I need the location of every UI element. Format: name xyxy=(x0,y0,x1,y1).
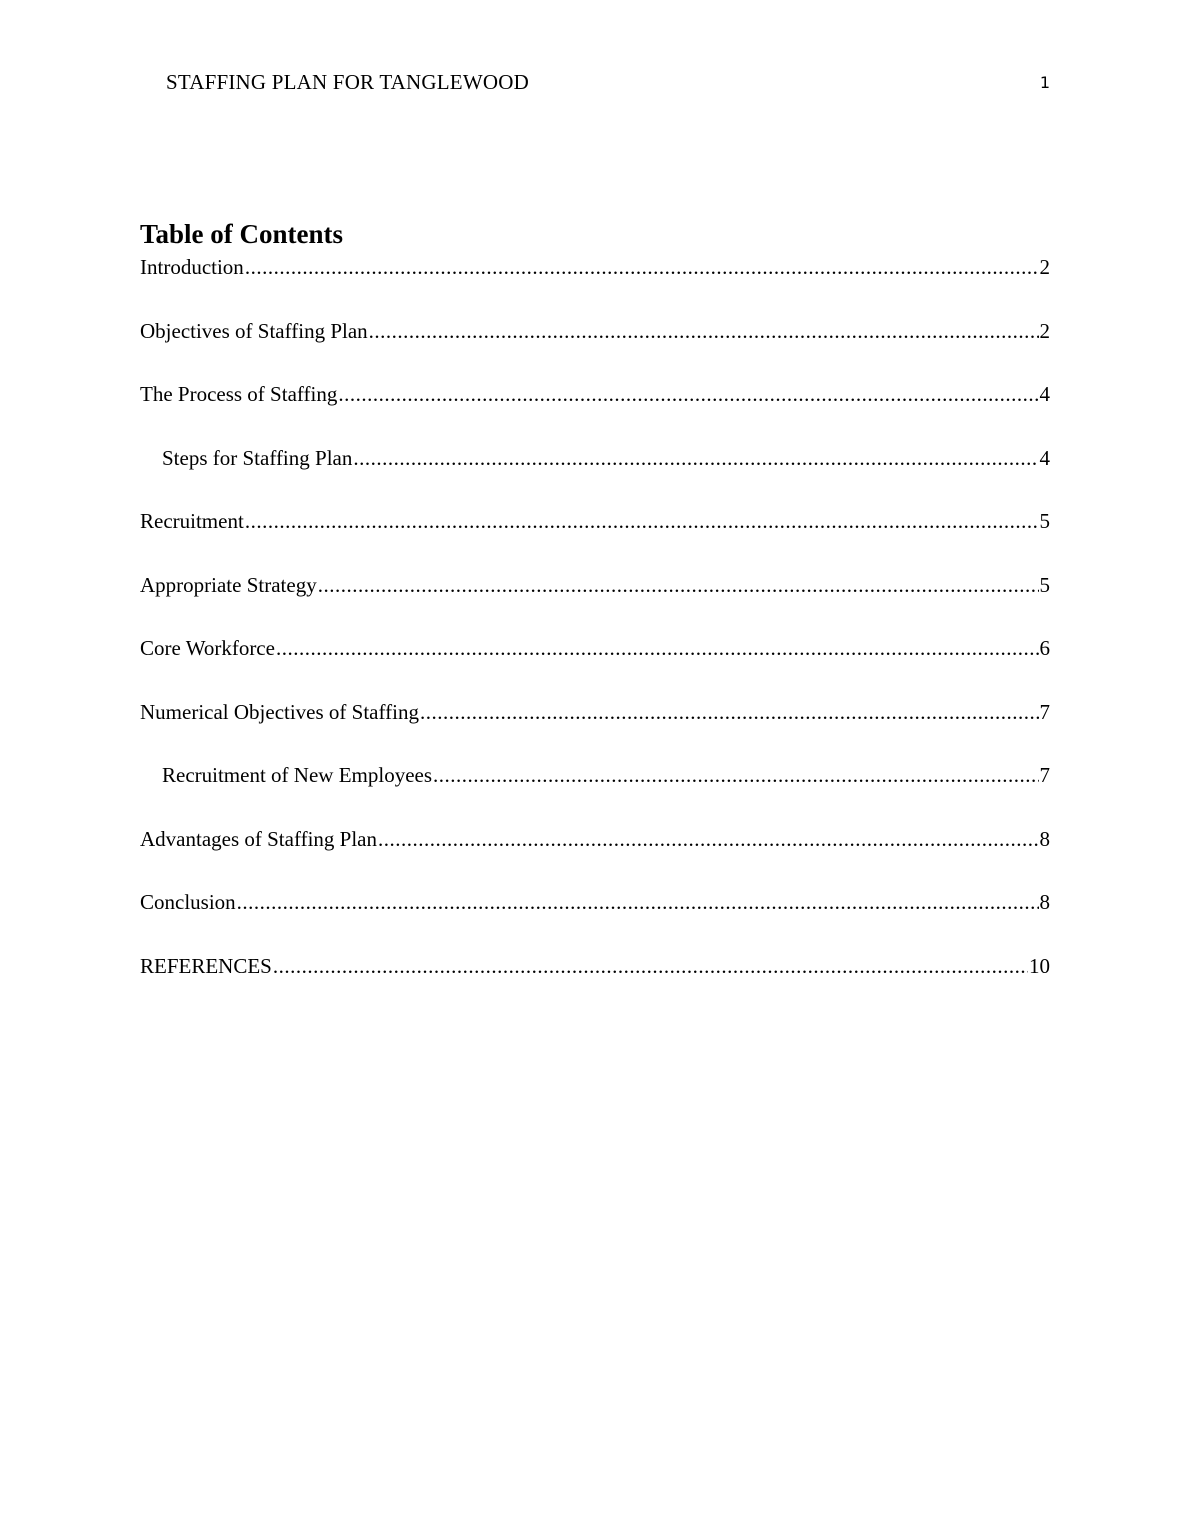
toc-entry-text: Recruitment of New Employees xyxy=(162,763,433,787)
toc-entry-references[interactable] xyxy=(140,950,1050,1014)
toc-entry-page: 8 xyxy=(1039,826,1050,851)
toc-entry-objectives-of-staffing-plan[interactable] xyxy=(140,315,1050,379)
toc-list xyxy=(140,251,1050,1013)
toc-entry-appropriate-strategy[interactable] xyxy=(140,569,1050,633)
toc-entry-text: Numerical Objectives of Staffing xyxy=(140,699,419,724)
toc-entry-page: 5 xyxy=(1039,509,1050,533)
toc-entry-recruitment-of-new-employees[interactable] xyxy=(140,759,1050,823)
toc-entry-page: 10 xyxy=(1029,953,1050,978)
toc-dot-leader xyxy=(420,696,1039,728)
toc-entry-conclusion[interactable] xyxy=(140,886,1050,950)
toc-entry-text: Objectives of Staffing Plan xyxy=(140,318,368,343)
toc-dot-leader xyxy=(276,632,1039,664)
toc-dot-leader xyxy=(237,886,1039,918)
page-number: 1 xyxy=(1039,73,1050,92)
toc-entry-text: Advantages of Staffing Plan xyxy=(140,826,377,851)
toc-dot-leader xyxy=(369,315,1039,347)
toc-dot-leader xyxy=(273,950,1028,982)
toc-entry-page: 2 xyxy=(1039,255,1050,279)
toc-entry-page: 4 xyxy=(1039,382,1050,406)
running-head: STAFFING PLAN FOR TANGLEWOOD xyxy=(166,70,529,94)
toc-entry-introduction[interactable] xyxy=(140,251,1050,315)
toc-entry-core-workforce[interactable] xyxy=(140,632,1050,696)
toc-entry-text: The Process of Staffing xyxy=(140,382,338,406)
toc-entry-process-of-staffing[interactable] xyxy=(140,378,1050,442)
toc-dot-leader xyxy=(318,569,1039,601)
toc-entry-text: Appropriate Strategy xyxy=(140,572,317,597)
toc-entry-text: Core Workforce xyxy=(140,636,275,660)
toc-dot-leader xyxy=(433,759,1038,791)
toc-entry-text: Introduction xyxy=(140,255,244,279)
toc-entry-page: 2 xyxy=(1039,318,1050,343)
toc-entry-text: Recruitment xyxy=(140,509,244,533)
toc-entry-page: 8 xyxy=(1039,890,1050,914)
toc-entry-page: 4 xyxy=(1039,445,1050,470)
toc-entry-page: 5 xyxy=(1039,572,1050,597)
toc-title: Table of Contents xyxy=(140,219,344,249)
toc-entry-text: Steps for Staffing Plan xyxy=(162,445,353,470)
toc-entry-steps-for-staffing-plan[interactable] xyxy=(140,442,1050,506)
toc-dot-leader xyxy=(338,378,1038,410)
toc-entry-text: Conclusion xyxy=(140,890,236,914)
toc-entry-page: 7 xyxy=(1039,763,1050,787)
toc-entry-numerical-objectives[interactable] xyxy=(140,696,1050,760)
toc-dot-leader xyxy=(245,251,1039,283)
toc-entry-recruitment[interactable] xyxy=(140,505,1050,569)
toc-dot-leader xyxy=(245,505,1039,537)
toc-dot-leader xyxy=(378,823,1039,855)
toc-entry-page: 6 xyxy=(1039,636,1050,660)
toc-dot-leader xyxy=(353,442,1038,474)
toc-entry-text: REFERENCES xyxy=(140,953,272,978)
toc-entry-page: 7 xyxy=(1039,699,1050,724)
toc-entry-advantages-of-staffing-plan[interactable] xyxy=(140,823,1050,887)
